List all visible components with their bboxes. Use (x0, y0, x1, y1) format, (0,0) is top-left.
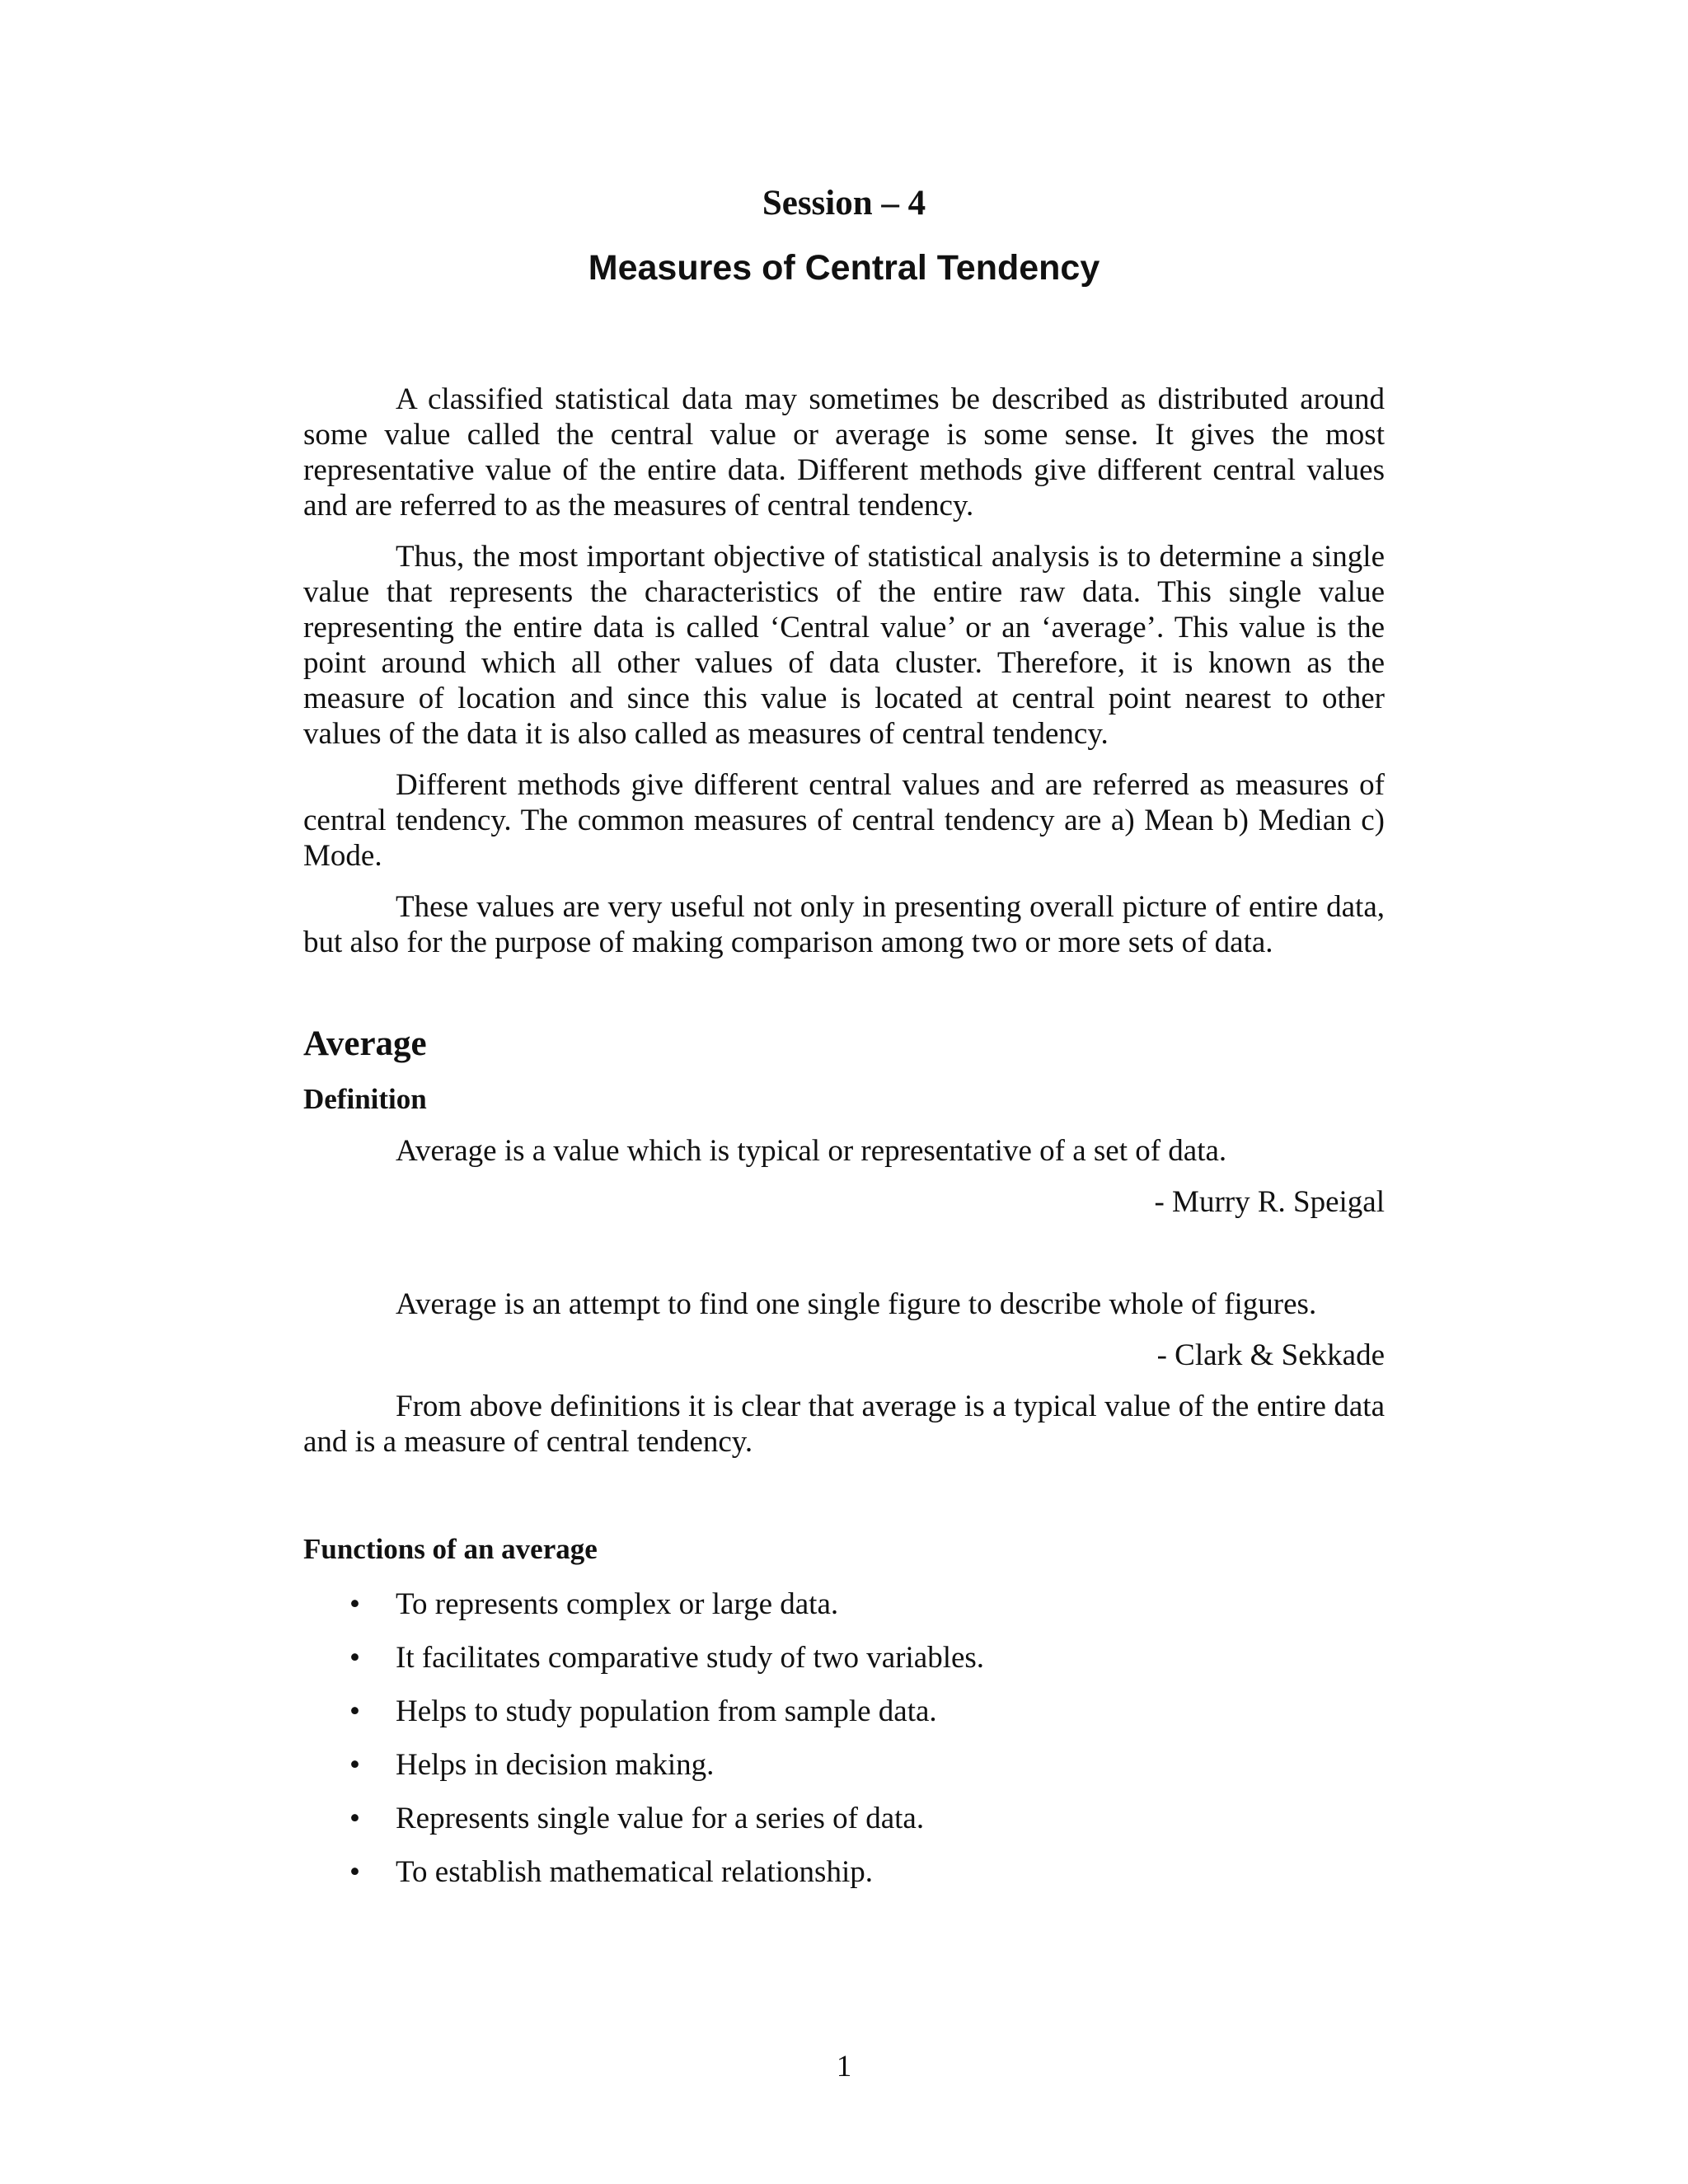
definition-heading: Definition (303, 1083, 427, 1115)
list-item (303, 1747, 1385, 1801)
intro-paragraph-3: Different methods give different central values and are referred as measures of central tendency. The common measures of central tendency are a) Mean b) Median c) Mode. (303, 768, 1385, 873)
list-item-text: Helps to study population from sample data. (396, 1694, 937, 1728)
bullet-icon: • (349, 1587, 360, 1621)
bullet-icon: • (349, 1641, 360, 1675)
list-item-text: To represents complex or large data. (396, 1587, 839, 1621)
bullet-icon: • (349, 1748, 360, 1782)
functions-heading: Functions of an average (303, 1533, 598, 1565)
list-item-text: Helps in decision making. (396, 1748, 715, 1782)
intro-paragraph-4: These values are very useful not only in presenting overall picture of entire data, but also for the purpose of making comparison among two or more sets of data. (303, 890, 1385, 959)
average-heading: Average (303, 1024, 427, 1063)
session-title: Session – 4 (762, 184, 926, 223)
bullet-icon: • (349, 1694, 360, 1728)
definitions-conclusion: From above definitions it is clear that average is a typical value of the entire data and is a measure of central tendency. (303, 1390, 1385, 1459)
list-item (303, 1854, 1385, 1908)
intro-paragraph-2: Thus, the most important objective of statistical analysis is to determine a single value that represents the characteristics of the entire raw data. This single value representing the entire data is called ‘Central value’ or an ‘average’. This value is the point around which all other values of data cluster. Therefore, it is known as the measure of location and since this value is located at central point nearest to other values of the data it is also called as measures of central tendency. (303, 540, 1385, 751)
bullet-icon: • (349, 1855, 360, 1889)
intro-paragraph-1: A classified statistical data may sometimes be described as distributed around some value called the central value or average is some sense. It gives the most representative value of the entire data. Different methods give different central values and are referred to as the measures of central tendency. (303, 382, 1385, 523)
bullet-icon: • (349, 1802, 360, 1835)
list-item-text: Represents single value for a series of data. (396, 1802, 925, 1835)
page-title: Measures of Central Tendency (588, 248, 1100, 288)
list-item-text: To establish mathematical relationship. (396, 1855, 873, 1889)
attribution-1: - Murry R. Speigal (1154, 1185, 1385, 1219)
definition-2: Average is an attempt to find one single figure to describe whole of figures. (396, 1287, 1317, 1321)
list-item (303, 1801, 1385, 1854)
definition-1: Average is a value which is typical or representative of a set of data. (396, 1134, 1227, 1168)
list-item (303, 1586, 1385, 1640)
list-item-text: It facilitates comparative study of two variables. (396, 1641, 985, 1675)
page-number: 1 (836, 2050, 852, 2083)
list-item (303, 1640, 1385, 1694)
list-item (303, 1694, 1385, 1747)
attribution-2: - Clark & Sekkade (1156, 1338, 1385, 1372)
functions-list (303, 1586, 1385, 1908)
